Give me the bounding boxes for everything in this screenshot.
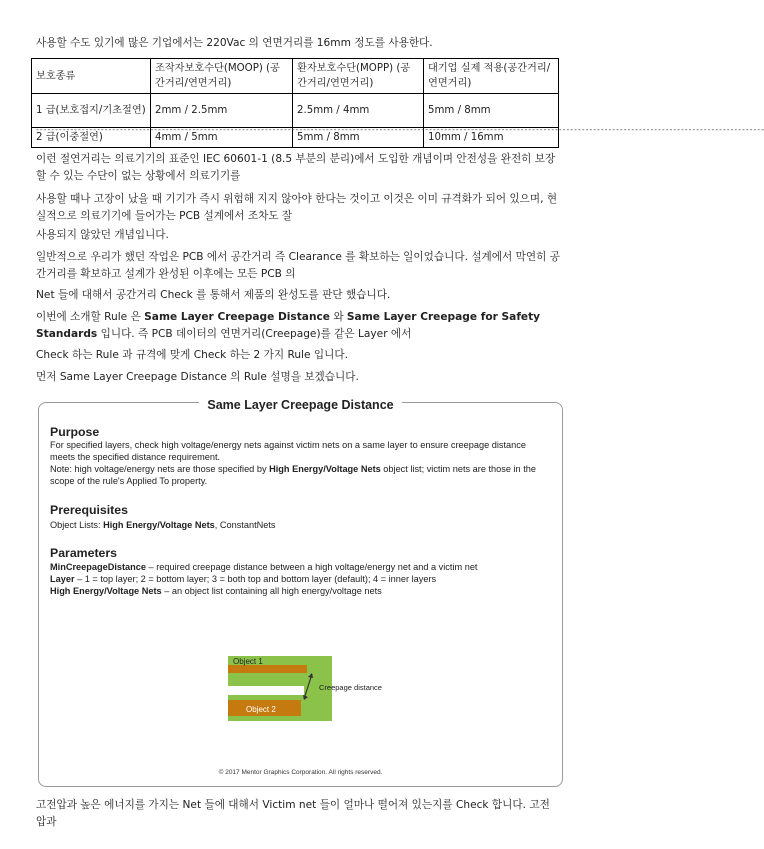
table-header-cell: 조작자보호수단(MOOP) (공간거리/연면거리) — [151, 59, 293, 94]
text-run: object list; victim nets are those in the scope of the rule's Applied To property. — [50, 464, 536, 486]
param-desc: – 1 = top layer; 2 = bottom layer; 3 = both top and bottom layer (default); 4 = inner layers — [74, 574, 437, 584]
text-run: Note: high voltage/energy nets are those specified by — [50, 464, 270, 474]
table-header-cell: 대기업 실제 적용(공간거리/연면거리) — [424, 59, 559, 94]
param-desc: – required creepage distance between a high voltage/energy net and a victim net — [146, 562, 478, 572]
creepage-gap-edge — [298, 686, 304, 695]
paragraph-unused: 사용되지 않았던 개념입니다. — [36, 229, 169, 241]
object-1-label: Object 1 — [233, 657, 263, 666]
text-run: , ConstantNets — [214, 520, 276, 530]
text-run: Object Lists: — [50, 520, 104, 530]
purpose-heading: Purpose — [50, 425, 100, 439]
paragraph-standard: 이런 절연거리는 의료기기의 표준인 IEC 60601-1 (8.5 부분의 분리)에서 도입한 개념이며 안전성을 완전히 보장 할 수 있는 수단이 없는 상황에서 의료기기를 — [36, 153, 556, 182]
table-cell: 2.5mm / 4mm — [293, 94, 424, 128]
param-name: Layer — [50, 574, 75, 584]
table-cell: 2 급(이중절연) — [32, 128, 151, 148]
table-cell: 10mm / 16mm — [424, 128, 559, 148]
table-cell: 1 급(보호접지/기초절연) — [32, 94, 151, 128]
table-header-cell: 보호종류 — [32, 59, 151, 94]
rule-name-1: Same Layer Creepage Distance — [144, 311, 330, 323]
creepage-gap — [228, 686, 298, 695]
object-2-label: Object 2 — [246, 705, 276, 714]
text-run-bold: High Energy/Voltage Nets — [269, 464, 381, 474]
figure-copyright: © 2017 Mentor Graphics Corporation. All rights reserved. — [218, 769, 383, 776]
parameter-layer — [50, 573, 550, 585]
parameter-min-creepage — [50, 561, 550, 573]
param-desc: – an object list containing all high energy/voltage nets — [161, 586, 382, 596]
param-name: MinCreepageDistance — [50, 562, 146, 572]
table-cell: 5mm / 8mm — [424, 94, 559, 128]
creepage-distance-label: Creepage distance — [319, 683, 382, 692]
parameter-hv-nets — [50, 585, 550, 597]
dashed-separator: ----------------------------------------------------------------------------------------------------------------------------------------------------------------------------------------------- — [35, 125, 764, 134]
prerequisites-text — [50, 519, 550, 531]
intro-sentence: 사용할 수도 있기에 많은 기업에서는 220Vac 의 연면거리를 16mm 정도를 사용한다. — [36, 37, 433, 49]
param-name: High Energy/Voltage Nets — [50, 586, 162, 596]
paragraph-failure: 사용할 때나 고장이 났을 때 기기가 즉시 위험해 지지 않아야 한다는 것이고 이것은 이미 규격화가 되어 있으며, 현실적으로 의료기기에 들어가는 PCB 설계에서 조차도 잘 — [36, 193, 558, 222]
insulation-table — [31, 58, 764, 148]
table-cell: 4mm / 5mm — [151, 128, 293, 148]
text-run: 와 — [329, 311, 347, 323]
paragraph-bottom: 고전압과 높은 에너지를 가지는 Net 들에 대해서 Victim net 들이 얼마나 떨어져 있는지를 Check 합니다. 고전압과 — [36, 799, 550, 828]
text-run: 입니다. 즉 PCB 데이터의 연면거리(Creepage)를 같은 Layer 에서 — [97, 328, 412, 340]
rule-figure — [38, 398, 563, 787]
table-row — [32, 94, 559, 128]
text-run: 이번에 소개할 Rule 은 — [36, 311, 145, 323]
paragraph-clearance: 일반적으로 우리가 했던 작업은 PCB 에서 공간거리 즉 Clearance 를 확보하는 일이었습니다. 설계에서 막연히 공간거리를 확보하고 설계가 완성된 이후에는 모든 PCB 의 — [36, 251, 560, 280]
paragraph-rule-desc: 먼저 Same Layer Creepage Distance 의 Rule 설명을 보겠습니다. — [36, 371, 359, 383]
text-run-bold: High Energy/Voltage Nets — [103, 520, 215, 530]
figure-title-text: Same Layer Creepage Distance — [199, 398, 401, 412]
paragraph-two-rules: Check 하는 Rule 과 규격에 맞게 Check 하는 2 가지 Rule 입니다. — [36, 349, 348, 361]
purpose-text: For specified layers, check high voltage/energy nets against victim nets on a same layer to ensure creepage distance meets the specified distance requirement. — [50, 440, 526, 462]
table-header-cell: 환자보호수단(MOPP) (공간거리/연면거리) — [293, 59, 424, 94]
paragraph-net-check: Net 들에 대해서 공간거리 Check 를 통해서 제품의 완성도를 판단 했습니다. — [36, 289, 391, 301]
table-header-row — [32, 59, 559, 94]
purpose-note — [50, 463, 550, 487]
rule-name-2: Same Layer Creepage for Safety Standards — [36, 311, 541, 340]
table-cell: 2mm / 2.5mm — [151, 94, 293, 128]
figure-title — [39, 394, 562, 413]
parameters-heading: Parameters — [50, 546, 117, 560]
prerequisites-heading: Prerequisites — [50, 503, 128, 517]
creepage-diagram — [228, 656, 383, 721]
paragraph-rules-intro — [36, 309, 560, 343]
object-1-trace — [228, 665, 307, 673]
table-cell: 5mm / 8mm — [293, 128, 424, 148]
